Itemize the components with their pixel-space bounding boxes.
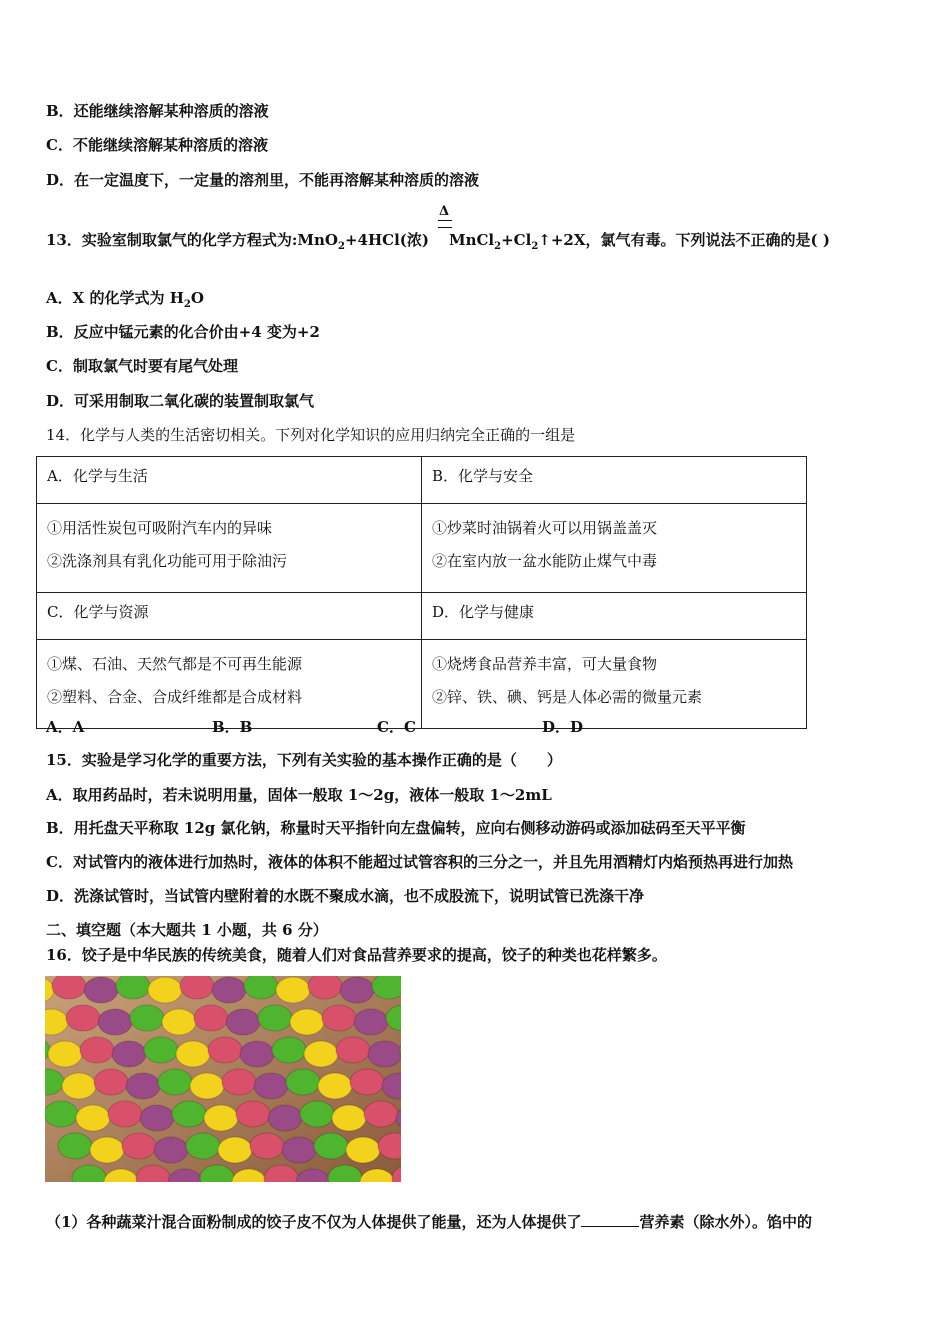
dumpling [130,1005,164,1031]
q14-stem: 14．化学与人类的生活密切相关。下列对化学知识的应用归纳完全正确的一组是 [46,426,576,444]
dumpling [154,1137,188,1163]
dumpling [45,1101,78,1127]
q14-c-item: ①煤、石油、天然气都是不可再生能源 [47,655,303,673]
reaction-equals-sign [438,220,452,228]
dumpling [84,977,118,1003]
dumpling [218,1137,252,1163]
q14-b-item: ①炒菜时油锅着火可以用锅盖盖灭 [432,519,658,537]
dumpling [272,1037,306,1063]
q12-option-d: D．在一定温度下，一定量的溶剂里，不能再溶解某种溶质的溶液 [46,171,480,189]
dumpling [340,977,374,1003]
dumpling [208,1037,242,1063]
q14-choice-d: D．D [542,718,584,736]
q14-choice-c: C．C [377,718,416,736]
q14-c-item: ②塑料、合金、合成纤维都是合成材料 [47,688,303,706]
dumpling [140,1105,174,1131]
answer-blank[interactable] [581,1212,639,1227]
q12-option-c: C．不能继续溶解某种溶质的溶液 [46,136,268,154]
q14-choice-b: B．B [212,718,253,736]
dumpling [66,1005,100,1031]
dumpling [148,977,182,1003]
q13-option-a: A．X 的化学式为 $H_2O$ [46,289,204,310]
dumpling [314,1133,348,1159]
dumpling [322,1005,356,1031]
dumpling [162,1009,196,1035]
dumpling [308,976,342,999]
dumpling [364,1101,398,1127]
dumpling [332,1105,366,1131]
dumpling [226,1009,260,1035]
dumpling [158,1069,192,1095]
q14-a-item: ②洗涤剂具有乳化功能可用于除油污 [47,552,288,570]
dumpling [350,1069,384,1095]
q13-stem: 13．实验室制取氯气的化学方程式为:MnO$_2$+4HCl(浓) $MnCl_2+Cl_2↑+2X$，氯气有毒。下列说法不正确的是( ) [46,231,830,252]
q14-cell-d-head: D．化学与健康 [422,593,807,640]
dumpling [336,1037,370,1063]
dumpling [368,1041,401,1067]
dumpling [250,1133,284,1159]
section-heading: 二、填空题（本大题共 1 小题，共 6 分） [46,921,328,939]
q13-option-d: D．可采用制取二氧化碳的装置制取氯气 [46,392,315,410]
q14-a-item: ①用活性炭包可吸附汽车内的异味 [47,519,273,537]
q13-option-b: B．反应中锰元素的化合价由+4 变为+2 [46,323,320,341]
dumpling [258,1005,292,1031]
dumpling [236,1101,270,1127]
dumplings-illustration [45,976,401,1182]
dumpling [94,1069,128,1095]
dumpling [194,1005,228,1031]
q14-cell-c-head: C．化学与资源 [37,593,422,640]
q15-stem: 15．实验是学习化学的重要方法，下列有关实验的基本操作正确的是（ ） [46,751,562,769]
q14-cell-a-head: A．化学与生活 [37,457,422,504]
dumpling [212,977,246,1003]
dumpling [190,1073,224,1099]
dumpling [204,1105,238,1131]
dumpling [346,1137,380,1163]
dumpling [48,1041,82,1067]
dumpling [354,1009,388,1035]
dumpling [126,1073,160,1099]
q13-option-c: C．制取氯气时要有尾气处理 [46,357,238,375]
dumpling [244,976,278,999]
dumpling [254,1073,288,1099]
q15-option-d: D．洗涤试管时，当试管内壁附着的水既不聚成水滴，也不成股流下，说明试管已洗涤干净 [46,887,645,905]
dumpling [276,977,310,1003]
dumpling [318,1073,352,1099]
q14-b-item: ②在室内放一盆水能防止煤气中毒 [432,552,658,570]
reaction-condition-heat: Δ [439,204,450,219]
q14-cell-d-body [422,640,807,729]
dumpling [108,1101,142,1127]
dumpling [172,1101,206,1127]
dumpling [76,1105,110,1131]
dumplings-photo [45,976,401,1182]
q14-cell-b-head: B．化学与安全 [422,457,807,504]
dumpling [116,976,150,999]
dumpling [304,1041,338,1067]
dumpling [122,1133,156,1159]
dumpling [90,1137,124,1163]
dumpling [240,1041,274,1067]
dumpling [112,1041,146,1067]
q15-option-c: C．对试管内的液体进行加热时，液体的体积不能超过试管容积的三分之一，并且先用酒精灯内焰预热再进行加热 [46,853,793,871]
dumpling [180,976,214,999]
q16-part1: （1）各种蔬菜汁混合面粉制成的饺子皮不仅为人体提供了能量，还为人体提供了 营养素（除水外）。馅中的 [46,1213,812,1231]
dumpling [80,1037,114,1063]
dumpling [268,1105,302,1131]
q15-option-b: B．用托盘天平称取 12g 氯化钠，称量时天平指针向左盘偏转，应向右侧移动游码或添加砝码至天平平衡 [46,819,746,837]
q16-stem: 16．饺子是中华民族的传统美食，随着人们对食品营养要求的提高，饺子的种类也花样繁多。 [46,946,667,964]
q14-d-item: ②锌、铁、碘、钙是人体必需的微量元素 [432,688,703,706]
dumpling [286,1069,320,1095]
dumpling [222,1069,256,1095]
q14-d-item: ①烧烤食品营养丰富，可大量食物 [432,655,658,673]
dumpling [62,1073,96,1099]
dumpling [282,1137,316,1163]
dumpling [176,1041,210,1067]
dumpling [98,1009,132,1035]
q12-option-b: B．还能继续溶解某种溶质的溶液 [46,102,269,120]
dumpling [186,1133,220,1159]
q14-table [36,456,807,729]
dumpling [144,1037,178,1063]
dumpling [300,1101,334,1127]
dumpling [290,1009,324,1035]
q14-cell-a-body [37,504,422,593]
q14-cell-b-body [422,504,807,593]
dumpling [52,976,86,999]
q14-choice-a: A．A [46,718,85,736]
q15-option-a: A．取用药品时，若未说明用量，固体一般取 1～2g，液体一般取 1～2mL [46,786,552,804]
dumpling [58,1133,92,1159]
